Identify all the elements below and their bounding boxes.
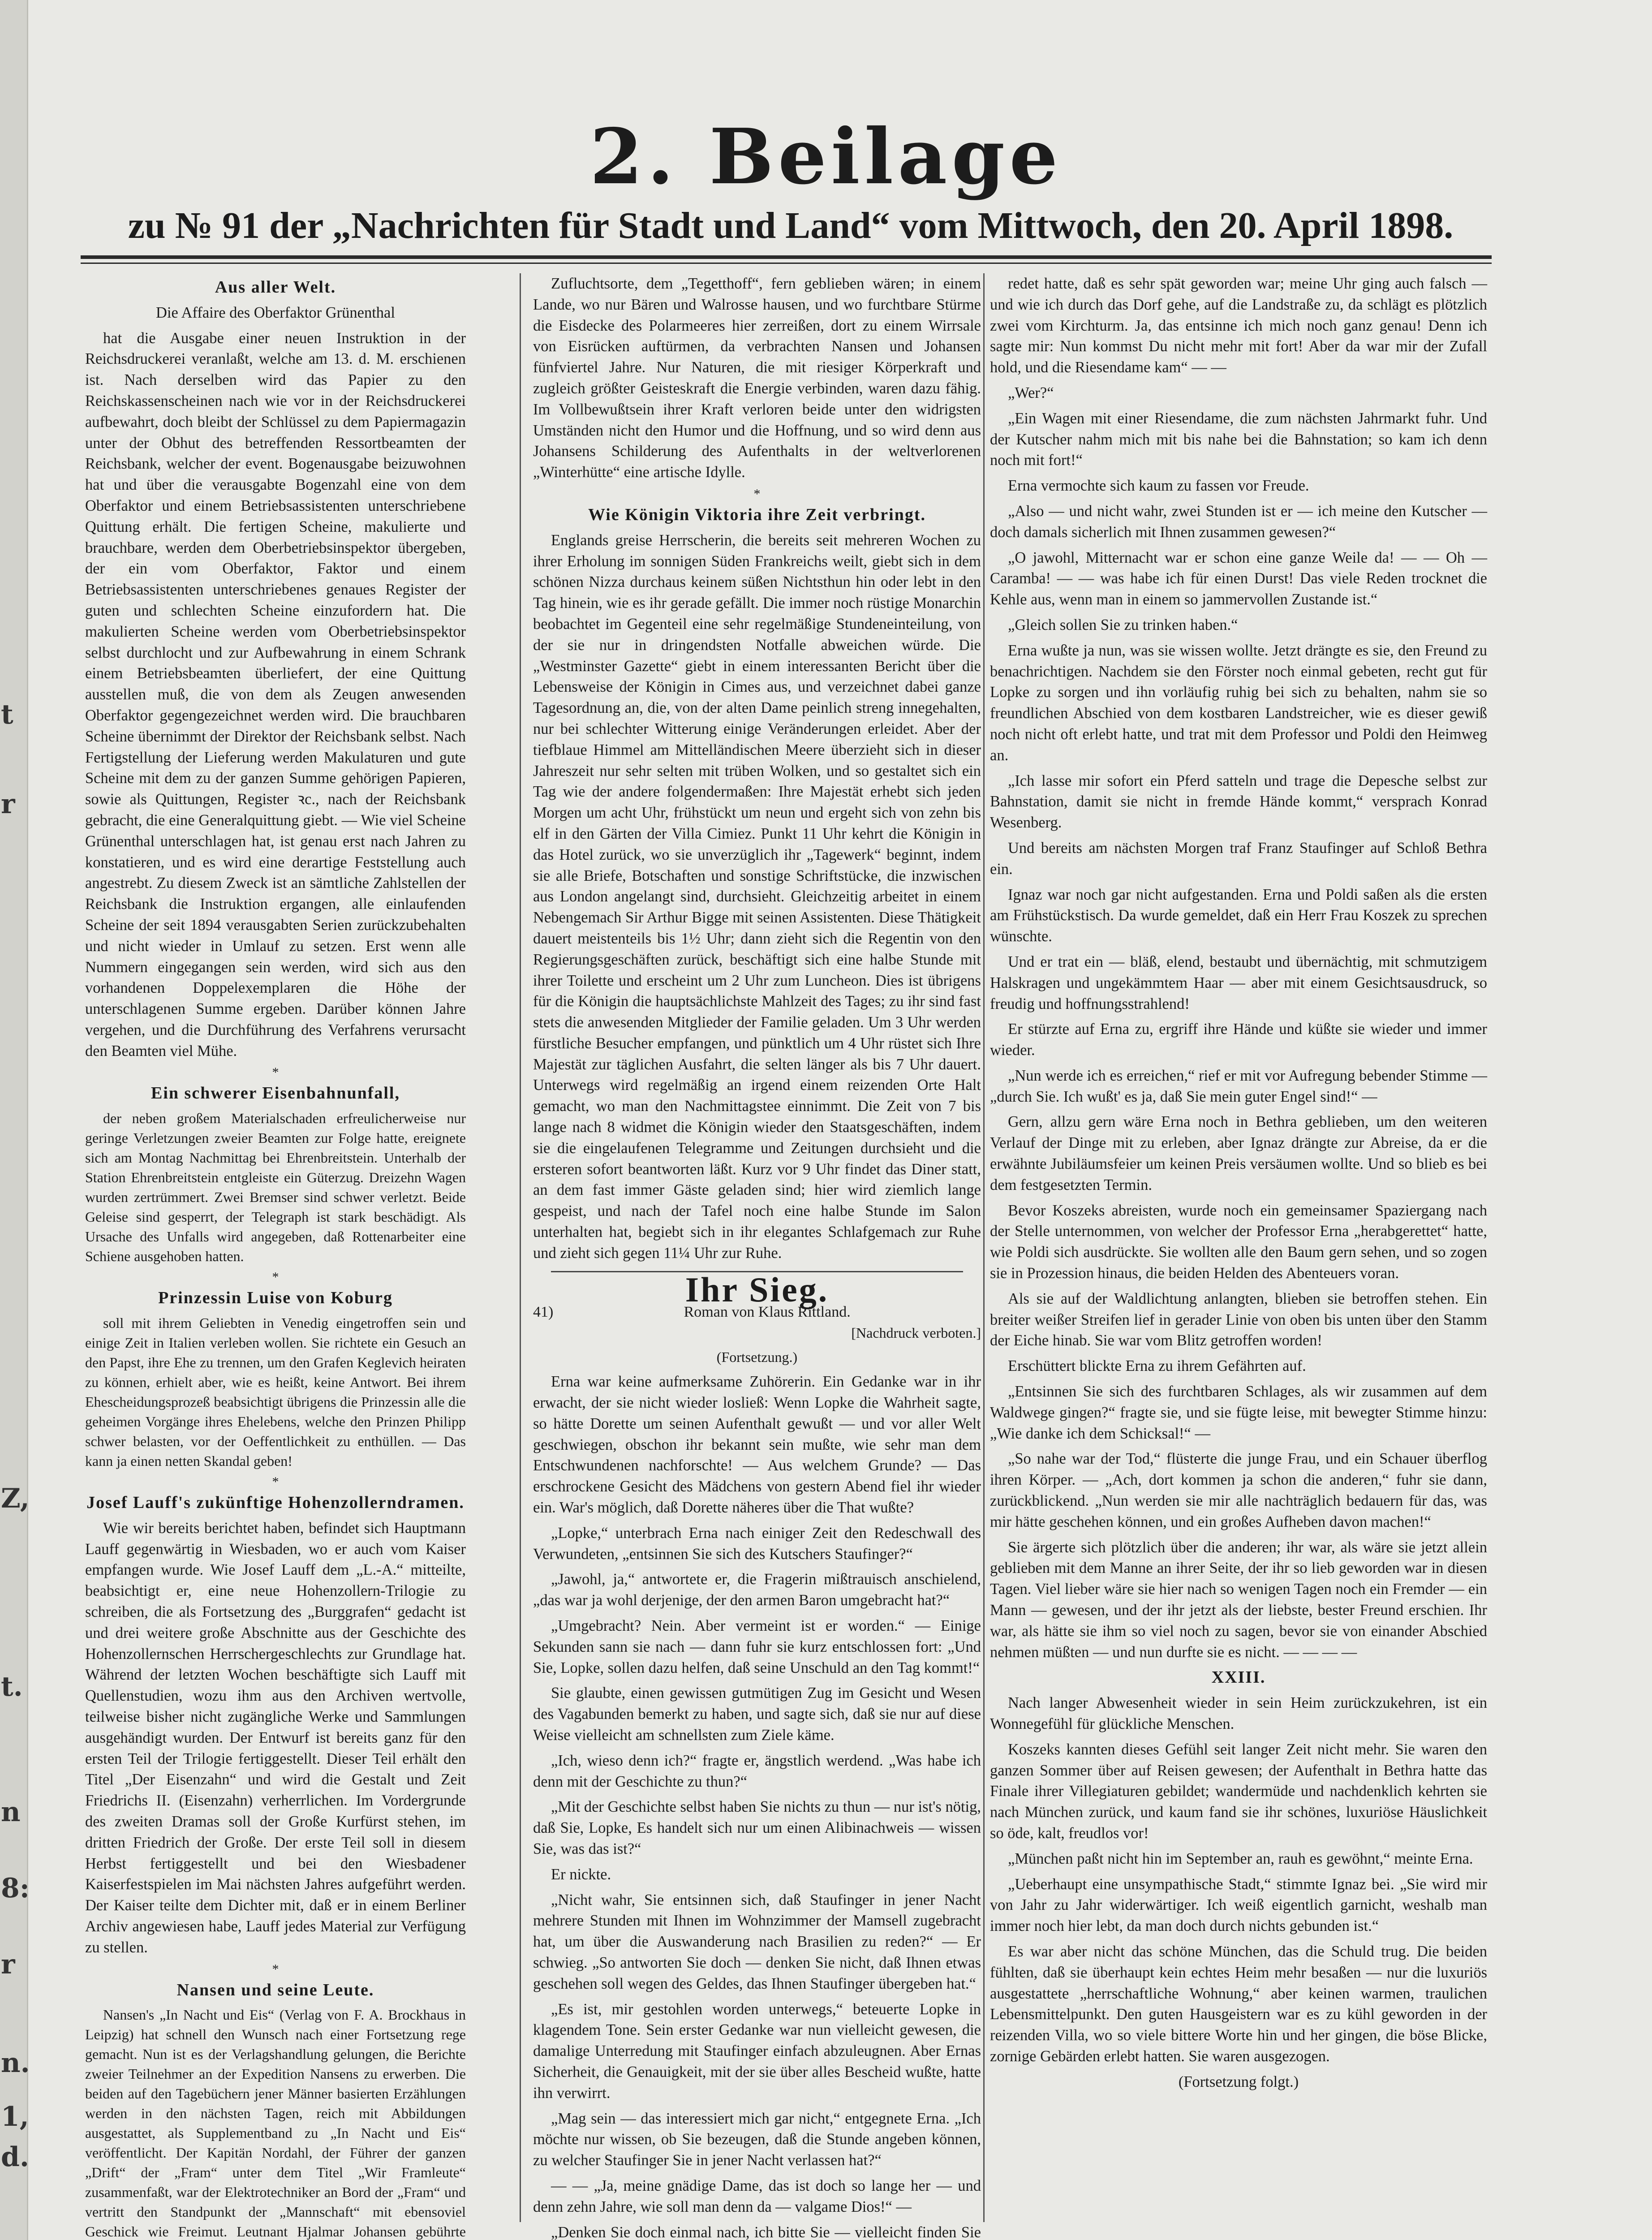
star-divider: * [272, 1065, 279, 1080]
margin-fragment: 1, [1, 2101, 29, 2132]
binding-spine [0, 0, 28, 2240]
novel-paragraph: Sie ärgerte sich plötzlich über die anderen; ihr war, als wäre sie jetzt allein geblieben mit dem Manne an ihrer Seite, der ihr so lieb geworden war in diesen Tagen. Viel lieber wäre sie hier nach so wenigen Tagen noch ein Fremder — ein Mann — gewesen, und der ihr jetzt als der liebste, bester Freund erschien. Ihr war, als hätte sie ihm so viel noch zu sagen, bevor sie von einander Abschied nehmen müßten — und nun durfte sie es nicht. — — — — [990, 1538, 1487, 1661]
novel-paragraph: Nach langer Abwesenheit wieder in sein Heim zurückzukehren, ist ein Wonnegefühl für glückliche Menschen. [990, 1694, 1487, 1732]
column-separator [983, 273, 985, 2222]
star-divider: * [272, 1474, 279, 1490]
novel-paragraph: „Ueberhaupt eine unsympathische Stadt,“ stimmte Ignaz bei. „Sie wird mir von Jahr zu Jahr widerwärtiger. Ich weiß eigentlich garnicht, weshalb man immer noch hier lebt, da man doch durch nichts gebunden ist.“ [990, 1875, 1487, 1935]
novel-paragraph: „Wer?“ [1008, 384, 1054, 401]
continuation-note: (Fortsetzung.) [716, 1349, 798, 1366]
margin-fragment: t. [1, 1671, 23, 1702]
to-be-continued: (Fortsetzung folgt.) [1178, 2073, 1299, 2090]
novel-paragraph: „Ein Wagen mit einer Riesendame, die zum nächsten Jahrmarkt fuhr. Und der Kutscher nahm mich mit bis nahe bei die Bahnstation; so kam ich denn noch mit fort!“ [990, 409, 1487, 469]
novel-paragraph: „Umgebracht? Nein. Aber vermeint ist er worden.“ — Einige Sekunden sann sie nach — dann fuhr sie kurz entschlossen fort: „Und Sie, Lopke, sollen dazu helfen, daß seine Unschuld an den Tag kommt!“ [533, 1617, 981, 1676]
margin-fragment: 8: [1, 1873, 30, 1904]
star-divider: * [272, 1270, 279, 1285]
novel-header [533, 1302, 981, 1323]
episode-number: 41) [533, 1304, 554, 1321]
novel-paragraph: „O jawohl, Mitternacht war er schon eine ganze Weile da! — — Oh — Caramba! — — was habe ich für einen Durst! Das viele Reden trocknet die Kehle aus, wenn man in einem so jammervollen Zustande ist.“ [990, 549, 1487, 608]
novel-paragraph: „Entsinnen Sie sich des furchtbaren Schlages, als wir zusammen auf dem Waldwege gingen?“ fragte sie, und sie fügte leise, mit bewegter Stimme hinzu: „Wie danke ich dem Schicksal!“ — [990, 1383, 1487, 1442]
novel-paragraph: „Nun werde ich es erreichen,“ rief er mit vor Aufregung bebender Stimme — „durch Sie. Ich wußt' es ja, daß Sie mein guter Engel sind!“ — [990, 1067, 1487, 1105]
article-paragraph: soll mit ihrem Geliebten in Venedig eingetroffen sein und einige Zeit in Italien verleben wollen. Sie richtete ein Gesuch an den Papst, ihre Ehe zu trennen, um den Grafen Keglevich heiraten zu können, erhielt aber, wie es heißt, keine Antwort. Bei ihrem Ehescheidungsprozeß beabsichtigt übrigens die Prinzessin alle die geheimen Vorgänge ihres Ehelebens, welche den Prinzen Philipp schwer belasten, vor der Oeffentlichkeit zu enthüllen. — Das kann ja einen netten Skandal geben! [85, 1315, 466, 1469]
article-paragraph: Zufluchtsorte, dem „Tegetthoff“, fern geblieben wären; in einem Lande, wo nur Bären und Walrosse hausen, und wo furchtbare Stürme die Eisdecke des Polarmeeres hier zerreißen, dort zu einem Wirrsale von Eisrücken auftürmen, da verbrachten Nansen und Johansen fünfviertel Jahre. Nur Naturen, die mit riesiger Körperkraft und zugleich größter Geisteskraft die Energie verbinden, waren dazu fähig. Im Vollbewußtsein ihrer Kraft verloren beide unter den widrigsten Umständen nicht den Humor und die Hoffnung, und so wird denn aus Johansens Schilderung des Aufenthalts in der weltverlorenen „Winterhütte“ eine artische Idylle. [533, 275, 981, 481]
chapter-heading: XXIII. [1211, 1668, 1266, 1687]
article-paragraph: hat die Ausgabe einer neuen Instruktion in der Reichsdruckerei veranlaßt, welche am 13. d. M. erschienen ist. Nach derselben wird das Papier zu den Reichskassenscheinen nach wie vor in der Reichsdruckerei aufbewahrt, doch bleibt der Schlüssel zu dem Papiermagazin unter der Obhut des betreffenden Ressortbeamten der Reichsbank, welcher der event. Bogenausgabe beizuwohnen hat und über die verausgabte Bogenzahl eine von dem Oberfaktor und einem Betriebsassistenten unterschriebene Quittung erhält. Die fertigen Scheine, makulierte und brauchbare, werden dem Oberbetriebsinspektor übergeben, der ein vom Oberfaktor, Faktor und einem Betriebsassistenten unterschriebenes genaues Register der guten und schlechten Scheine einzufordern hat. Die makulierten Scheine werden vom Oberbetriebsinspektor selbst durchlocht und zur Aufbewahrung in einem Schrank einem Betriebsbeamten überliefert, der eine Quittung ausstellen muß, die von dem als Zeugen anwesenden Oberfaktor gegengezeichnet werden wird. Die brauchbaren Scheine übernimmt der Direktor der Reichsbank selbst. Nach Fertigstellung der Lieferung werden Makulaturen und gute Scheine mit dem zu der ganzen Summe gehörigen Papieren, sowie als Quittungen, Register ꝛc., nach der Reichsbank gebracht, die eine Generalquittung giebt. — Wie viel Scheine Grünenthal unterschlagen hat, ist genau erst nach Jahren zu konstatieren, und es wird eine derartige Feststellung auch angestrebt. Zu diesem Zweck ist an sämtliche Zahlstellen der Reichsbank die Instruktion ergangen, alle einlaufenden Scheine der seit 1894 verausgabten Serien zurückzubehalten und nicht wieder in Umlauf zu setzen. Erst wenn alle Nummern eingegangen sein werden, wird sich aus den vorhandenen Doppelexemplaren die Höhe der unterschlagenen Summe ergeben. Darüber können Jahre vergehen, und die Durchführung des Verfahrens verursacht den Beamten viel Mühe. [85, 329, 466, 1060]
margin-fragment: t [1, 699, 13, 730]
article-paragraph: Wie wir bereits berichtet haben, befindet sich Hauptmann Lauff gegenwärtig in Wiesbaden, wo er auch vom Kaiser empfangen wurde. Wie Josef Lauff dem „L.-A.“ mitteilte, beabsichtigt er, eine neue Hohenzollern-Trilogie zu schreiben, die als Fortsetzung des „Burggrafen“ gedacht ist und drei weitere große Abschnitte aus der Geschichte des Hohenzollernschen Herrschergeschlechts zur Grundlage hat. Während der letzten Wochen beschäftigte sich Lauff mit Quellenstudien, wozu ihm aus den Archiven wertvolle, teilweise bisher nicht zugängliche Werke und Sammlungen ausgehändigt wurden. Der Entwurf ist bereits ganz für den ersten Teil der Trilogie fertiggestellt. Dieser Teil erhält den Titel „Der Eisenzahn“ und wird die Gestalt und Zeit Friedrichs II. (Eisenzahn) verherrlichen. Im Vordergrunde des zweiten Dramas soll der Große Kurfürst stehen, im dritten Friedrich der Große. Der erste Teil soll in diesem Herbst fertiggestellt und bei den Wiesbadener Kaiserfestspielen im Mai nächsten Jahres aufgeführt werden. Der Kaiser teilte dem Dichter mit, daß er in einem Berliner Archiv angewiesen habe, Lauff jedes Material zur Verfügung zu stellen. [85, 1519, 466, 1956]
novel-paragraph: „Lopke,“ unterbrach Erna nach einiger Zeit den Redeschwall des Verwundeten, „entsinnen Sie sich des Kutschers Staufinger?“ [533, 1524, 981, 1563]
column-separator [520, 273, 521, 2222]
novel-paragraph: „Also — und nicht wahr, zwei Stunden ist er — ich meine den Kutscher — doch damals sicherlich mit Ihnen zusammen gewesen?“ [990, 502, 1487, 541]
novel-paragraph: „Jawohl, ja,“ antwortete er, die Fragerin mißtrauisch anschielend, „das war ja wohl derjenige, der den armen Baron umgebracht hat?“ [533, 1571, 981, 1609]
margin-fragment: Z, [1, 1483, 30, 1514]
novel-paragraph: „Es ist, mir gestohlen worden unterwegs,“ beteuerte Lopke in klagendem Tone. Sein erster Gedanke war nun vielleicht gewesen, die damalige Unterredung mit Staufinger einfach abzuleugnen. Aber Ernas Sicherheit, die Genauigkeit, mit der sie über alles Bescheid wußte, hatte ihn verwirrt. [533, 2000, 981, 2102]
novel-paragraph: redet hatte, daß es sehr spät geworden war; meine Uhr ging auch falsch — und wie ich durch das Dorf gehe, auf die Landstraße zu, da schlägt es plötzlich zwei vom Kirchturm. Ja, das entsinne ich mich noch ganz genau! Denn ich sagte mir: Nun kommst Du nicht mehr mit fort! Aber da war mir der Zufall hold, und die Riesendame kam“ — — [990, 275, 1487, 376]
star-divider: * [753, 486, 761, 501]
novel-paragraph: — — „Ja, meine gnädige Dame, das ist doch so lange her — und denn zehn Jahre, wie soll man denn da — valgame Dios!“ — [533, 2177, 981, 2215]
article-heading: Prinzessin Luise von Koburg [158, 1288, 393, 1308]
header-rule-thick [81, 255, 1492, 259]
column-3 [990, 273, 1487, 2222]
margin-fragment: n [1, 1796, 21, 1828]
novel-paragraph: „Ich lasse mir sofort ein Pferd satteln und trage die Depesche selbst zur Bahnstation, damit sie nicht in fremde Hände kommt,“ versprach Konrad Wesenberg. [990, 772, 1487, 831]
novel-paragraph: Koszeks kannten dieses Gefühl seit langer Zeit nicht mehr. Sie waren den ganzen Sommer über auf Reisen gewesen; der Aufenthalt in Bethra hatte das Finale ihrer Villegiaturen gebildet; wandermüde und nachdenklich kehrten sie nach München zurück, und kaum fand sie ihr schönes, luxuriöse Häuslichkeit so öde, kalt, freudlos vor! [990, 1740, 1487, 1842]
novel-title: Ihr Sieg. [685, 1270, 829, 1309]
article-heading: Nansen und seine Leute. [176, 1980, 374, 1999]
column-1 [85, 273, 466, 2240]
article-paragraph: Nansen's „In Nacht und Eis“ (Verlag von F. A. Brockhaus in Leipzig) hat schnell den Wunsch nach einer Fortsetzung rege gemacht. Nun ist es der Verlagshandlung gelungen, die Berichte zweier Teilnehmer an der Expedition Nansens zu erwerben. Die beiden auf den Tagebüchern jener Männer basierten Erzählungen werden in den nächsten Tagen, reich mit Abbildungen ausgestattet, als Supplementband zu „In Nacht und Eis“ veröffentlicht. Der Kapitän Nordahl, der Führer der ganzen „Drift“ der „Fram“ unter dem Titel „Wir Framleute“ zusammenfaßt, war der Elektrotechniker an Bord der „Fram“ und vertritt den Standpunkt der „Mannschaft“ mit ebensoviel Geschick wie Freimut. Leutnant Hjalmar Johansen gebührte [85, 2007, 466, 2240]
novel-paragraph: „Denken Sie doch einmal nach, ich bitte Sie — vielleicht finden Sie [551, 2223, 981, 2240]
novel-paragraph: Bevor Koszeks abreisten, wurde noch ein gemeinsamer Spaziergang nach der Stelle unternommen, von welcher der Professor Erna „herabgerettet“ hatte, wie Poldi sich ausdrückte. Sie wollten alle den Baum gern sehen, und so zogen sie in Prozession hinaus, die beiden Helden des Abenteuers voran. [990, 1202, 1487, 1282]
article-heading: Ein schwerer Eisenbahnunfall, [151, 1084, 400, 1103]
novel-paragraph: Erna vermochte sich kaum zu fassen vor Freude. [1008, 477, 1309, 495]
novel-paragraph: Sie glaubte, einen gewissen gutmütigen Zug im Gesicht und Wesen des Vagabunden bemerkt zu haben, und sagte sich, daß sie nur auf diese Weise vielleicht am schnellsten zum Ziele käme. [533, 1684, 981, 1744]
margin-fragment: r [1, 788, 15, 820]
novel-paragraph: „Ich, wieso denn ich?“ fragte er, ängstlich werdend. „Was habe ich denn mit der Geschichte zu thun?“ [533, 1752, 981, 1790]
article-heading: Josef Lauff's zukünftige Hohenzollerndramen. [86, 1493, 465, 1512]
novel-paragraph: Er nickte. [551, 1865, 611, 1883]
margin-fragment: n. [1, 2047, 30, 2079]
novel-byline: Roman von Klaus Rittland. [684, 1304, 851, 1321]
novel-paragraph: Es war aber nicht das schöne München, das die Schuld trug. Die beiden fühlten, daß sie überhaupt kein echtes Heim mehr besaßen — nur die luxuriös ausgestattete „herrschaftliche Wohnung,“ aber keinen warmen, traulichen Lebensmittelpunkt. Den guten Hausgeistern war es zu kühl geworden in der reizenden Villa, wo so viele bittere Worte hin und her gingen, die böse Blicke, zornige Gebärden erlebt hatten. Sie waren ausgezogen. [990, 1943, 1487, 2065]
novel-paragraph: „Mit der Geschichte selbst haben Sie nichts zu thun — nur ist's nötig, daß Sie, Lopke, Es handelt sich nur um einen Alibinachweis — wissen Sie, was das ist?“ [533, 1798, 981, 1857]
novel-paragraph: „Gleich sollen Sie zu trinken haben.“ [1008, 616, 1238, 633]
novel-paragraph: Er stürzte auf Erna zu, ergriff ihre Hände und küßte sie wieder und immer wieder. [990, 1021, 1487, 1059]
novel-paragraph: Gern, allzu gern wäre Erna noch in Bethra geblieben, um den weiteren Verlauf der Dinge mit zu erleben, aber Ignaz drängte zur Abreise, da er die erwähnte Jubiläumsfeier um keinen Preis versäumen wollte. Und so blieb es bei dem festgesetzten Termin. [990, 1113, 1487, 1193]
issue-line: zu № 91 der „Nachrichten für Stadt und Land“ vom Mittwoch, den 20. April 1898. [128, 205, 1454, 246]
header-rule-thin [81, 263, 1492, 264]
article-paragraph: Englands greise Herrscherin, die bereits seit mehreren Wochen zu ihrer Erholung im sonnigen Süden Frankreichs weilt, giebt sich in dem schönen Nizza durchaus keinem süßen Nichtsthun hin oder lebt in den Tag hinein, wie es ihr gerade gefällt. Die immer noch rüstige Monarchin beobachtet im Gegenteil eine sehr regelmäßige Stundeneinteilung, von der sie nur in dringendsten Notfalle abweichen würde. Die „Westminster Gazette“ giebt in einem interessanten Bericht über die Lebensweise der Königin in Cimes aus, und verzeichnet dabei ganze Tagesordnung an, die, von der alten Dame peinlich streng innegehalten, nur bei schlechter Witterung einige Veränderungen erleidet. Aber der tiefblaue Himmel am Mittelländischen Meere überzieht sich in dieser Jahreszeit nur sehr selten mit trüben Wolken, und so gestaltet sich ein Tag wie der andere folgendermaßen: Ihre Majestät erhebt sich jeden Morgen um acht Uhr, frühstückt um neun und ergeht sich von zehn bis elf in den Gärten der Villa Cimiez. Punkt 11 Uhr kehrt die Königin in das Hotel zurück, wo sie unverzüglich ihr „Tagewerk“ beginnt, indem sie alle Briefe, Botschaften und sonstige Schriftstücke, die inzwischen aus London angelangt sind, durchsieht. Gleichzeitig arbeitet in einem Nebengemach Sir Arthur Bigge mit seinen Assistenten. Diese Thätigkeit dauert meistenteils bis 1½ Uhr; dann zieht sich die Regentin von den Regierungsgeschäften zurück, beschäftigt sich eine halbe Stunde mit ihrer Toilette und erscheint um 2 Uhr zum Luncheon. Dies ist übrigens für die Königin die hauptsächlichste Mahlzeit des Tages; zu ihr sind fast stets die anwesenden Mitglieder der Familie geladen. Um 3 Uhr werden fürstliche Besucher empfangen, und pünktlich um 4 Uhr rüstet sich Ihre Majestät zur täglichen Ausfahrt, die selten länger als bis 7 Uhr dauert. Unterwegs wird regelmäßig an irgend einem reizenden Orte Halt gemacht, wo man den Nachmittagstee einnimmt. Die Zeit von 7 bis lange nach 8 widmet die Königin wieder den Staatsgeschäften, indem sie die eingelaufenen Telegramme und Zeitungen durchsieht und die ersteren sofort beantworten läßt. Kurz vor 9 Uhr findet das Diner statt, an dem fast immer Gäste geladen sind; hier wird ziemlich lange gespeist, und nach der Tafel noch eine halbe Stunde im Salon unterhalten hat, begiebt sich in ihr elegantes Schlafgemach zur Ruhe und zieht sich gegen 11¼ Uhr zur Ruhe. [533, 531, 981, 1262]
novel-paragraph: Und bereits am nächsten Morgen traf Franz Staufinger auf Schloß Bethra ein. [990, 839, 1487, 878]
novel-paragraph: „München paßt nicht hin im September an, rauh es gewöhnt,“ meinte Erna. [1008, 1850, 1473, 1867]
novel-paragraph: Erna war keine aufmerksame Zuhörerin. Ein Gedanke war in ihr erwacht, der sie nicht wieder losließ: Wenn Lopke die Wahrheit sagte, so hätte Dorette um seinen Aufenthalt gewußt — und vor aller Welt geschwiegen, obschon ihr bekannt sein mußte, wie sehr man dem Entschwundenen nachforschte! — Aus welchem Grunde? — Das erschrockene Gesicht des Mädchens von gestern Abend fiel ihr wieder ein. War's möglich, daß Dorette näheres über die That wußte? [533, 1373, 981, 1516]
section-heading: Aus aller Welt. [215, 278, 336, 297]
page-title: 2. Beilage [589, 112, 1063, 202]
novel-paragraph: Erna wußte ja nun, was sie wissen wollte. Jetzt drängte es sie, den Freund zu benachrichtigen. Nachdem sie den Förster noch einmal gebeten, recht gut für Lopke zu sorgen und ihn vorläufig ruhig bei sich zu behalten, nahm sie so freundlichen Abschied von dem kostbaren Landstreicher, wie es dieser gewiß noch nicht oft erlebt hatte, und trat mit dem Professor und Poldi den Heimweg an. [990, 642, 1487, 764]
novel-paragraph: Und er trat ein — bläß, elend, bestaubt und übernächtig, mit schmutzigem Halskragen und ungekämmtem Haar — aber mit einem Gesichtsausdruck, so freudig und hoffnungsstrahlend! [990, 953, 1487, 1012]
margin-fragment: d. [1, 2141, 29, 2173]
article-heading: Wie Königin Viktoria ihre Zeit verbringt. [588, 505, 926, 524]
novel-paragraph: Ignaz war noch gar nicht aufgestanden. Erna und Poldi saßen als die ersten am Frühstückstisch. Da wurde gemeldet, daß ein Herr Frau Koszek zu sprechen wünschte. [990, 886, 1487, 945]
novel-paragraph: „Mag sein — das interessiert mich gar nicht,“ entgegnete Erna. „Ich möchte nur wissen, ob Sie bezeugen, daß die Stunde angeben können, zu welcher Staufinger Sie in jener Nacht verlassen hat?“ [533, 2110, 981, 2169]
novel-paragraph: Als sie auf der Waldlichtung anlangten, blieben sie betroffen stehen. Ein breiter weißer Streifen lief in gerader Linie von oben bis unten über den Stamm der Eiche hinab. Sie war vom Blitz getroffen worden! [990, 1290, 1487, 1349]
novel-paragraph: „So nahe war der Tod,“ flüsterte die junge Frau, und ein Schauer überflog ihren Körper. — „Ach, dort kommen ja schon die anderen,“ fuhr sie dann, zurückblickend. „Nun werden sie mir alle nachträglich bedauern für das, was mir hätte geschehen können, und ein großes Aufheben davon machen!“ [990, 1450, 1487, 1530]
column-2 [533, 273, 981, 2240]
star-divider: * [272, 1961, 279, 1977]
reprint-notice: [Nachdruck verboten.] [851, 1325, 981, 1341]
margin-fragment: r [1, 1949, 15, 1980]
novel-paragraph: Erschüttert blickte Erna zu ihrem Gefährten auf. [1008, 1357, 1306, 1375]
article-paragraph: der neben großem Materialschaden erfreulicherweise nur geringe Verletzungen zweier Beamten zur Folge hatte, ereignete sich am Montag Nachmittag bei Ehrenbreitstein. Unterhalb der Station Ehrenbreitstein entgleiste ein Güterzug. Dreizehn Wagen wurden zertrümmert. Zwei Bremser sind schwer verletzt. Beide Geleise sind gesperrt, der Telegraph ist stark beschädigt. Als Ursache des Unfalls wird angegeben, daß Rottenarbeiter eine Schiene ausgehoben hatten. [85, 1110, 466, 1265]
article-subheading: Die Affaire des Oberfaktor Grünenthal [156, 304, 395, 321]
novel-paragraph: „Nicht wahr, Sie entsinnen sich, daß Staufinger in jener Nacht mehrere Stunden mit Ihnen im Wohnzimmer der Mamsell zugebracht hat, um über die Auswanderung nach Brasilien zu reden?“ — Er schwieg. „So antworten Sie doch — denken Sie nicht, daß Ihnen etwas geschehen soll wegen des Geldes, das Ihnen Staufinger übergeben hat.“ [533, 1891, 981, 1992]
